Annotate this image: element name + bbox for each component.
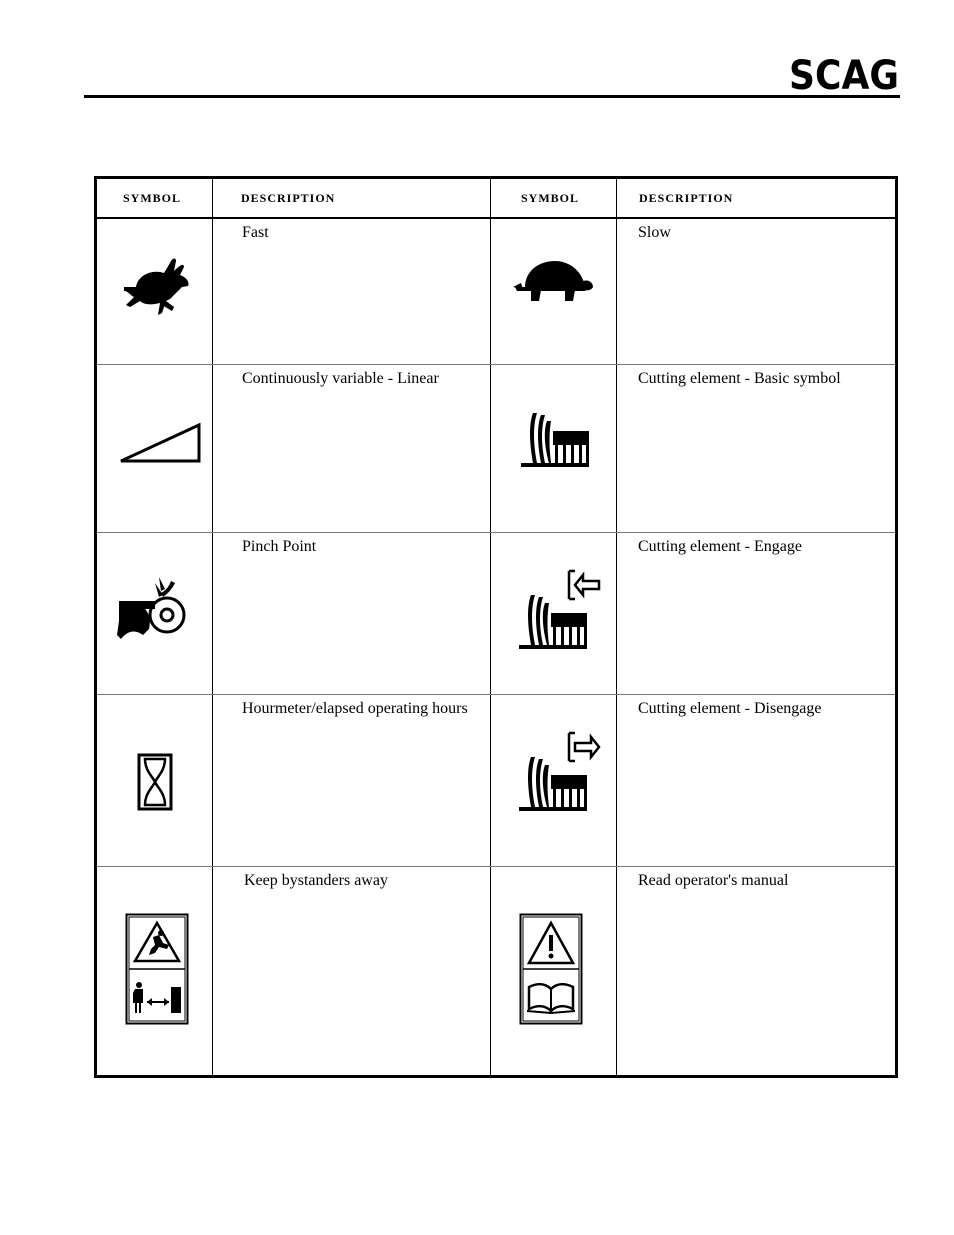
header-symbol-left: SYMBOL <box>96 178 213 219</box>
header-symbol-right: SYMBOL <box>491 178 617 219</box>
description-cell: Hourmeter/elapsed operating hours <box>213 694 491 866</box>
cutting-element-icon <box>519 411 591 471</box>
symbol-cell <box>96 866 213 1077</box>
symbol-cell <box>491 364 617 532</box>
table-header-row <box>96 178 897 219</box>
description-cell: Cutting element - Disengage <box>617 694 897 866</box>
symbol-cell <box>491 218 617 364</box>
symbols-table <box>94 176 898 1078</box>
keep-bystanders-away-icon <box>125 913 189 1025</box>
cutting-engage-icon <box>517 569 601 651</box>
description-cell: Keep bystanders away <box>213 866 491 1077</box>
pinch-point-icon <box>115 573 187 645</box>
header-description-right: DESCRIPTION <box>617 178 897 219</box>
cutting-disengage-icon <box>517 731 601 813</box>
description-cell: Fast <box>213 218 491 364</box>
table-row <box>96 364 897 532</box>
svg-text:SCAG: SCAG <box>789 56 899 92</box>
description-cell: Continuously variable - Linear <box>213 364 491 532</box>
hourglass-icon <box>137 753 175 813</box>
description-cell: Cutting element - Basic symbol <box>617 364 897 532</box>
read-manual-icon <box>519 913 583 1025</box>
symbol-cell <box>491 866 617 1077</box>
table-row <box>96 866 897 1077</box>
turtle-slow-icon <box>511 257 595 309</box>
symbol-cell <box>96 694 213 866</box>
rabbit-fast-icon <box>122 255 194 321</box>
linear-ramp-icon <box>119 421 201 465</box>
symbol-cell <box>491 694 617 866</box>
symbol-cell <box>96 218 213 364</box>
header-description-left: DESCRIPTION <box>213 178 491 219</box>
symbol-cell <box>96 364 213 532</box>
table-row <box>96 532 897 694</box>
table-row <box>96 694 897 866</box>
description-cell: Read operator's manual <box>617 866 897 1077</box>
symbol-cell <box>96 532 213 694</box>
description-cell: Pinch Point <box>213 532 491 694</box>
header-rule <box>84 95 900 98</box>
symbol-cell <box>491 532 617 694</box>
scag-logo <box>788 56 902 92</box>
table-row <box>96 218 897 364</box>
description-cell: Slow <box>617 218 897 364</box>
description-cell: Cutting element - Engage <box>617 532 897 694</box>
